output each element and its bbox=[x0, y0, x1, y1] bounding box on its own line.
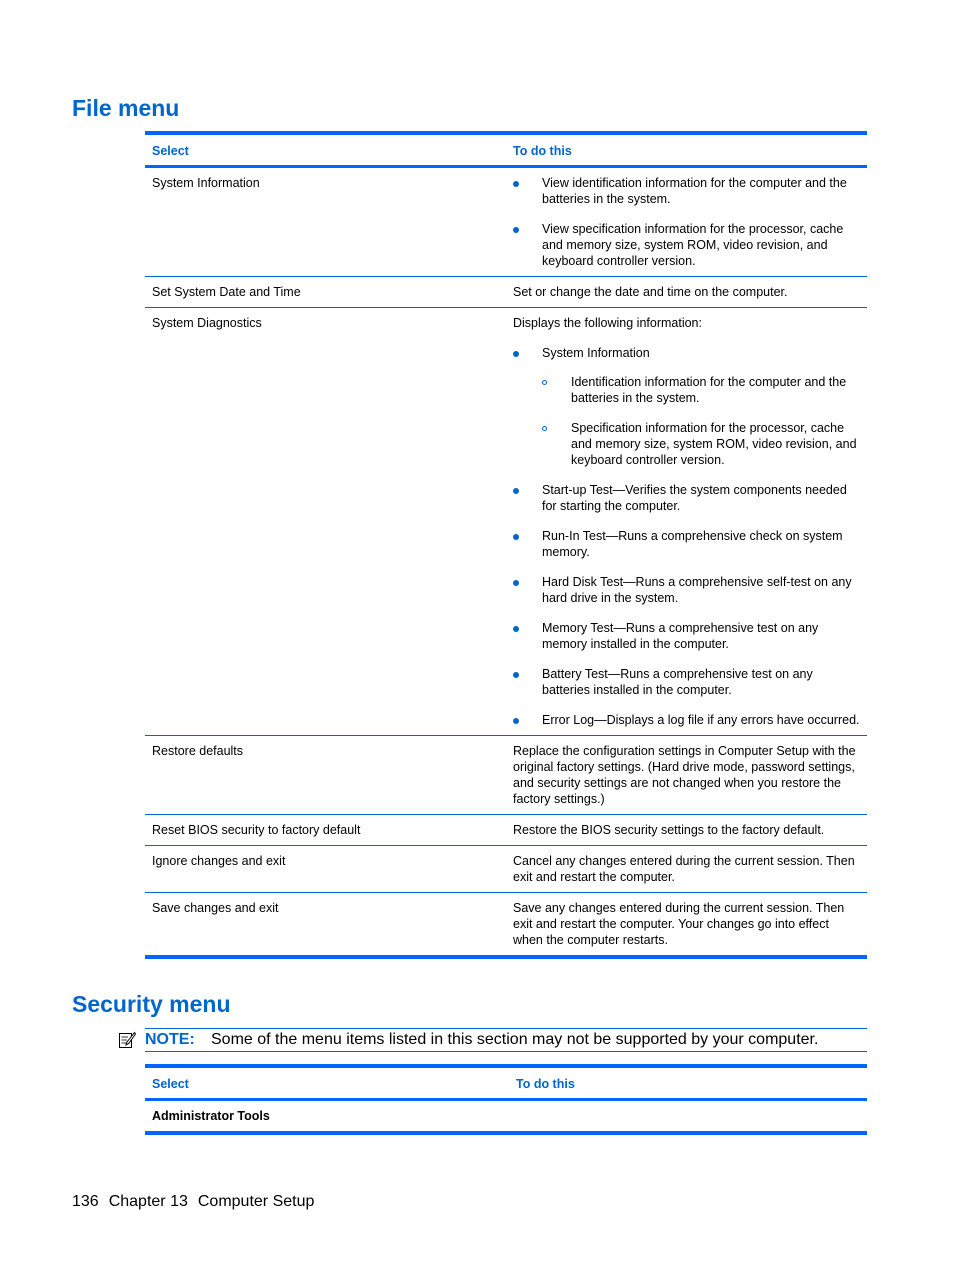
list-item bbox=[513, 221, 860, 269]
row-select-restore-defaults: Restore defaults bbox=[145, 736, 506, 815]
sub-list-item bbox=[542, 374, 860, 406]
note-text: Some of the menu items listed in this section may not be supported by your computer. bbox=[211, 1031, 819, 1048]
bullet-list bbox=[513, 345, 860, 728]
sub-bullet-icon bbox=[542, 380, 547, 385]
bullet-icon bbox=[513, 488, 519, 494]
row-todo-save-changes: Save any changes entered during the current session. Then exit and restart the computer. Your changes go into effect when the computer restarts. bbox=[506, 893, 867, 958]
bullet-icon bbox=[513, 718, 519, 724]
list-item-text: Hard Disk Test—Runs a comprehensive self-test on any hard drive in the system. bbox=[542, 575, 852, 605]
row-select-set-date-time: Set System Date and Time bbox=[145, 277, 506, 308]
bullet-icon bbox=[513, 626, 519, 632]
sub-list-item bbox=[542, 420, 860, 468]
bullet-icon bbox=[513, 580, 519, 586]
bullet-icon bbox=[513, 351, 519, 357]
bullet-icon bbox=[513, 534, 519, 540]
note-label: NOTE: bbox=[145, 1031, 195, 1048]
row-todo-restore-defaults: Replace the configuration settings in Computer Setup with the original factory settings. (Hard drive mode, password settings, and security settings are not changed when you restore the factory settings.) bbox=[506, 736, 867, 815]
row-todo-system-diagnostics bbox=[506, 308, 867, 736]
diagnostics-intro: Displays the following information: bbox=[513, 316, 702, 330]
list-item-text: Battery Test—Runs a comprehensive test on any batteries installed in the computer. bbox=[542, 667, 813, 697]
row-select-administrator-tools: Administrator Tools bbox=[152, 1109, 270, 1123]
row-select-system-diagnostics: System Diagnostics bbox=[145, 308, 506, 736]
bullet-icon bbox=[513, 672, 519, 678]
row-todo-administrator-tools bbox=[506, 1100, 867, 1134]
row-select-reset-bios: Reset BIOS security to factory default bbox=[145, 815, 506, 846]
table-row bbox=[145, 308, 867, 736]
select-column-header: Select bbox=[145, 1066, 506, 1100]
table-row bbox=[145, 815, 867, 846]
note-box bbox=[145, 1028, 867, 1052]
row-todo-reset-bios: Restore the BIOS security settings to the factory default. bbox=[506, 815, 867, 846]
bullet-list bbox=[513, 175, 860, 269]
file-menu-table bbox=[145, 131, 867, 959]
list-item bbox=[513, 528, 860, 560]
row-todo-set-date-time: Set or change the date and time on the computer. bbox=[506, 277, 867, 308]
select-column-header: Select bbox=[145, 133, 506, 167]
table-row bbox=[145, 277, 867, 308]
row-select-save-changes: Save changes and exit bbox=[145, 893, 506, 958]
list-item bbox=[513, 666, 860, 698]
row-select-system-information: System Information bbox=[152, 176, 260, 190]
table-row bbox=[145, 1100, 867, 1134]
chapter-label: Chapter 13 bbox=[108, 1193, 188, 1210]
table-row bbox=[145, 846, 867, 893]
page-footer bbox=[72, 1192, 324, 1212]
bullet-icon bbox=[513, 181, 519, 187]
section-label: Computer Setup bbox=[197, 1193, 315, 1210]
sub-list-item-text: Identification information for the computer and the batteries in the system. bbox=[571, 375, 847, 405]
row-todo-ignore-changes: Cancel any changes entered during the current session. Then exit and restart the computer. bbox=[506, 846, 867, 893]
list-item bbox=[513, 175, 860, 207]
list-item-text: View specification information for the processor, cache and memory size, system ROM, video revision, and keyboard controller version. bbox=[542, 222, 844, 268]
list-item-text: Run-In Test—Runs a comprehensive check on system memory. bbox=[542, 529, 843, 559]
row-todo-system-information bbox=[506, 167, 867, 277]
bullet-icon bbox=[513, 227, 519, 233]
table-row bbox=[145, 167, 867, 277]
list-item-text: View identification information for the computer and the batteries in the system. bbox=[542, 176, 847, 206]
table-row bbox=[145, 736, 867, 815]
page-number: 136 bbox=[72, 1193, 99, 1210]
todo-column-header: To do this bbox=[506, 133, 867, 167]
todo-column-header: To do this bbox=[506, 1066, 867, 1100]
list-item bbox=[513, 712, 860, 728]
security-menu-heading: Security menu bbox=[72, 991, 231, 1017]
security-menu-table bbox=[145, 1064, 867, 1135]
list-item bbox=[513, 574, 860, 606]
list-item bbox=[513, 345, 860, 468]
table-header-row bbox=[145, 1066, 867, 1100]
file-menu-heading: File menu bbox=[72, 95, 180, 121]
row-select-ignore-changes: Ignore changes and exit bbox=[145, 846, 506, 893]
table-header-row bbox=[145, 133, 867, 167]
table-row bbox=[145, 893, 867, 958]
list-item-text: Memory Test—Runs a comprehensive test on any memory installed in the computer. bbox=[542, 621, 819, 651]
sub-bullet-icon bbox=[542, 426, 547, 431]
list-item-text: Error Log—Displays a log file if any errors have occurred. bbox=[542, 713, 860, 727]
list-item bbox=[513, 620, 860, 652]
list-item-text: Start-up Test—Verifies the system components needed for starting the computer. bbox=[542, 483, 847, 513]
list-item-text: System Information bbox=[542, 346, 650, 360]
note-pencil-icon bbox=[118, 1031, 136, 1049]
list-item bbox=[513, 482, 860, 514]
sub-bullet-list bbox=[542, 374, 860, 468]
sub-list-item-text: Specification information for the processor, cache and memory size, system ROM, video revision, and keyboard controller version. bbox=[571, 421, 857, 467]
